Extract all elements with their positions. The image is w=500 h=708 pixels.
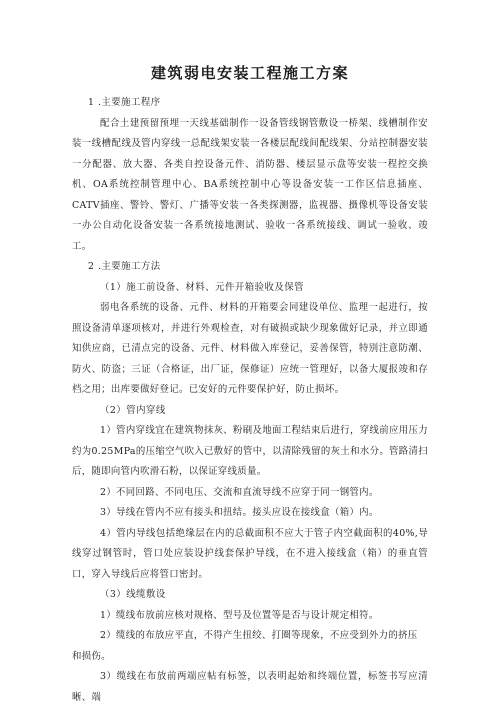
document-title: 建筑弱电安装工程施工方案 [150, 64, 349, 82]
subheading-inspection: （1）施工前设备、材料、元件开箱验收及保管 [100, 281, 304, 293]
subheading-wiring: （2）管内穿线 [100, 404, 166, 416]
paragraph-wiring-1: 1）管内穿线宜在建筑物抹灰、粉刷及地面工程结束后进行，穿线前应用压力约为0.25MPa的压缩空气吹入已敷好的管中，以清除残留的灰土和水分。管路清扫后，随即向管内吹滑石粉，以保证穿线质量。 [72, 425, 428, 477]
paragraph-cabling-3: 3）缆线在布放前两端应帖有标签，以表明起始和终端位置，标签书写应清晰、端 [72, 671, 428, 703]
paragraph-procedure: 配合土建预留预埋一天线基础制作一设备管线钢管敷设一桥架、线槽制作安装一线槽配线及管内穿线一总配线架安装一各楼层配线间配线架、分站控制器安装一分配器、放大器、各类自控设备元件、消防器、楼层显示盘等安装一程控交换机、OA系统控制管理中心、BA系统控制中心等设备安装一工作区信息插座、CATV插座、警铃、警灯、广播等安装一各类探测器，监视器、摄像机等设备安装一办公自动化设备安装一各系统接地测试、验收一各系统接线、调试一验收、竣工。 [72, 117, 428, 252]
section-heading-methods: 2 .主要施工方法 [88, 261, 161, 272]
paragraph-inspection: 弱电各系统的设备、元件、材料的开箱要会同建设单位、监理一起进行，按照设备清单逐项核对，并进行外观检查，对有破损或缺少现象做好记录，并立即通知供应商，已清点完的设备、元件、材料做入库登记，妥善保管，特别注意防潮、防火、防盗；三证（合格证，出厂证，保修证）应统一管理好，以备大厦报竣和存档之用；出库要做好登记。已安好的元件要保护好，防止损坏。 [72, 302, 428, 395]
paragraph-wiring-2: 2）不同回路、不同电压、交流和直流导线不应穿于同一钢管内。 [100, 486, 379, 498]
paragraph-cabling-1: 1）缆线布放前应核对规格、型号及位置等是否与设计规定相符。 [100, 609, 379, 621]
paragraph-cabling-2-cont: 和损伤。 [72, 650, 111, 662]
paragraph-cabling-2: 2）缆线的布放应平直，不得产生扭绞、打圈等现象，不应受到外力的挤压 [100, 630, 418, 641]
subheading-cabling: （3）线缆敷设 [100, 589, 166, 600]
section-heading-procedure: 1 .主要施工程序 [88, 97, 161, 108]
paragraph-wiring-4: 4）管内导线包括绝缘层在内的总截面积不应大于管子内空截面积的40%,导线穿过钢管时，管口处应装设护线套保护导线，在不进入接线盒（箱）的垂直管口，穿入导线后应将管口密封。 [72, 527, 428, 580]
paragraph-wiring-3: 3）导线在管内不应有接头和扭结。接头应设在接线盒（箱）内。 [100, 507, 379, 518]
